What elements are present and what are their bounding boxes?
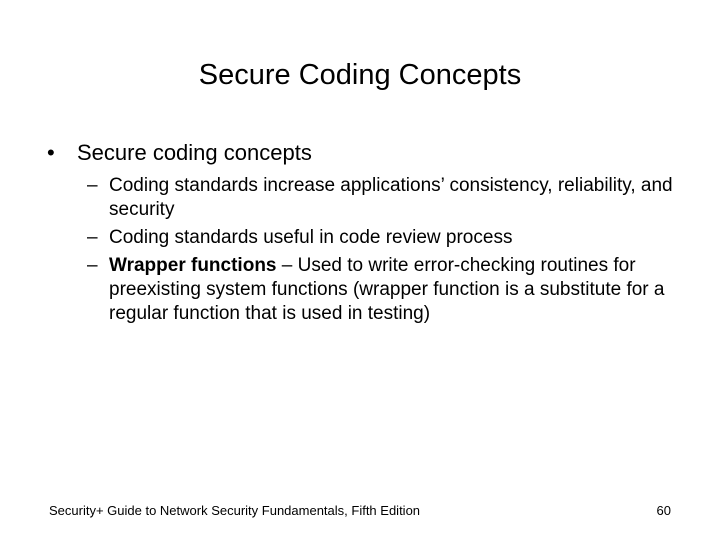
sub-bullet-text: Coding standards increase applications’ consistency, reliability, and security — [109, 175, 673, 220]
footer-text: Security+ Guide to Network Security Fundamentals, Fifth Edition — [49, 503, 421, 518]
dash-marker: – — [87, 227, 98, 248]
sub-bullet-term: Wrapper functions — [109, 255, 277, 276]
dash-marker: – — [87, 175, 98, 196]
bullet-marker: • — [47, 140, 55, 165]
sub-bullet-list — [87, 174, 677, 330]
bullet-text: Secure coding concepts — [77, 140, 312, 165]
dash-marker: – — [87, 255, 98, 276]
sub-bullet-text: – Used to write error-checking routines for preexisting system functions (wrapper function is a substitute for a regular function that is used in testing) — [109, 255, 665, 324]
page-number: 60 — [656, 503, 671, 518]
sub-bullet-text: Coding standards useful in code review process — [109, 227, 513, 248]
slide-title: Secure Coding Concepts — [198, 59, 522, 91]
sub-bullet-item-wrapper-functions — [87, 254, 677, 326]
sub-bullet-item-coding-standards-review — [87, 226, 677, 250]
sub-bullet-item-coding-standards-consistency — [87, 174, 677, 222]
